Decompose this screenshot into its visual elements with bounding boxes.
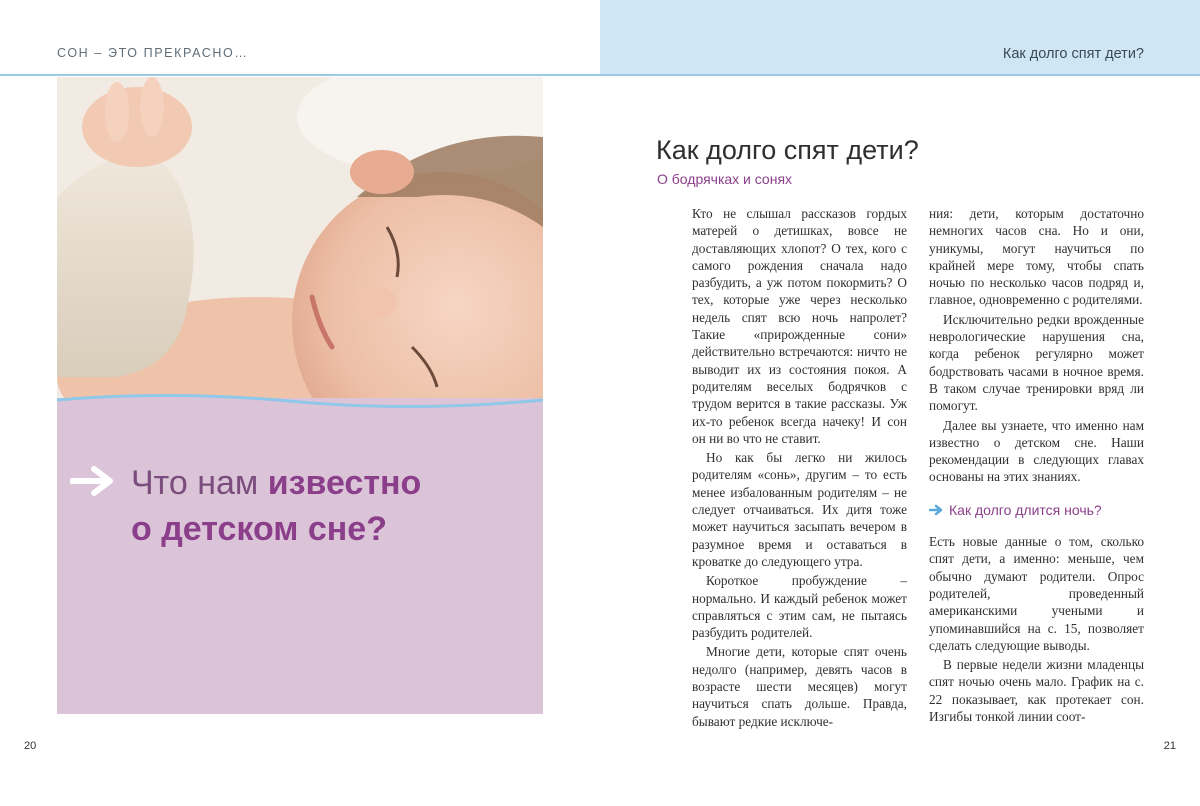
paragraph: Кто не слышал рассказов гордых матерей о детишках, вовсе не доставляющих хлопот? О тех, кого с самого рождения сначала надо разбудить, а уж потом покормить? О тех, которые уже через несколько недель спят всю ночь напролет? Такие «прирожденные сони» действительно встречаются: ничто не выводит их из состояния покоя. А родителям веселых бодрячков с трудом верится в такие рассказы. Уж их-то ребенок всегда начеку! И сон он ни во что не ставит. <box>692 206 907 446</box>
paragraph: Короткое пробуждение – нормально. И каждый ребенок может справляться с этим сам, не пытаясь разбудить родителей. <box>692 573 907 641</box>
running-head-left: СОН – ЭТО ПРЕКРАСНО… <box>57 46 249 60</box>
paragraph: Многие дети, которые спят очень недолго (например, девять часов в возрасте шести месяцев) могут научиться спать дольше. Правда, бывают редкие исключе- <box>692 644 907 729</box>
section-heading <box>929 502 1144 519</box>
header-band <box>600 0 1200 75</box>
paragraph: Исключительно редки врожденные неврологические нарушения сна, когда ребенок регулярно может бодрствовать часами в ночное время. В таком случае тренировки вряд ли помогут. <box>929 311 1144 414</box>
text-column-2 <box>929 205 1144 725</box>
paragraph: В первые недели жизни младенцы спят ночью очень мало. График на с. 22 показывает, как протекает сон. Изгибы тонкой линии соот- <box>929 657 1144 725</box>
lead-question-prefix: Что нам <box>131 464 268 502</box>
lead-panel <box>57 398 543 714</box>
wave-divider <box>57 386 543 412</box>
paragraph: Но как бы легко ни жилось родителям «сонь», другим – то есть менее избалованным родителям – не следует отчаиваться. Их дитя тоже может научиться засыпать вечером в разумное время и оставаться в кроватке до следующего утра. <box>692 450 907 569</box>
page-title: Как долго спят дети? <box>656 135 919 165</box>
page-subtitle: О бодрячках и сонях <box>657 171 793 187</box>
header-rule <box>0 74 1200 76</box>
sleeping-baby-photo <box>57 77 543 410</box>
lead-question-line2: о детском сне? <box>131 510 387 548</box>
lead-question-bold: известно <box>267 464 422 502</box>
paragraph: ния: дети, которым достаточно немногих часов сна. Но и они, уникумы, могут научиться по крайней мере тому, чтобы спать ночью по несколько часов подряд и, главное, одновременно с родителями. <box>929 206 1144 308</box>
section-heading-text: Как долго длится ночь? <box>949 501 1102 518</box>
paragraph: Далее вы узнаете, что именно нам известно о детском сне. Наши рекомендации в следующих главах основаны на этих знаниях. <box>929 417 1144 485</box>
running-head-right: Как долго спят дети? <box>1002 46 1144 62</box>
arrow-right-icon <box>929 504 943 516</box>
lead-question <box>131 460 531 552</box>
page-number-left: 20 <box>24 740 37 752</box>
paragraph: Есть новые данные о том, сколько спят дети, а именно: меньше, чем обычно думают родители. Опрос родителей, проведенный американскими учеными и упоминавшийся на с. 15, позволяет сделать следующие выводы. <box>929 534 1144 653</box>
page-number-right: 21 <box>1163 740 1176 752</box>
arrow-right-icon <box>70 464 118 498</box>
text-column-1 <box>692 205 907 730</box>
